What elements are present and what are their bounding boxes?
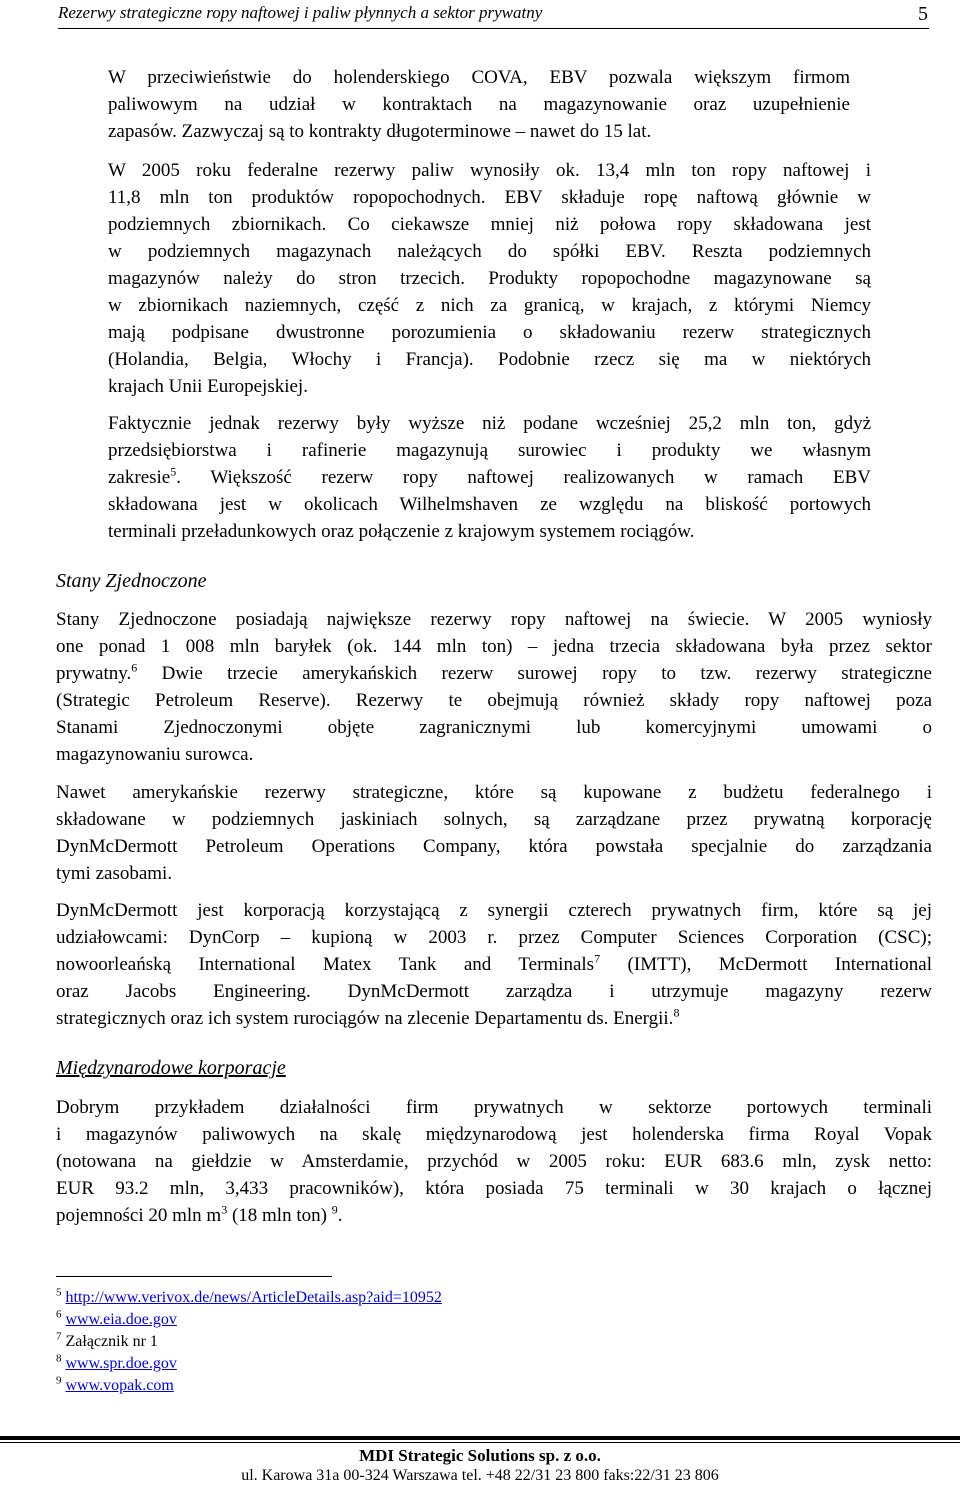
footer-divider-thin — [0, 1442, 960, 1443]
footnote-7: $^7$ Załącznik nr 1 — [56, 1330, 158, 1350]
paragraph-royal-vopak: Dobrym przykładem działalności firm prywatnych w sektorze portowych terminali i magazynów paliwowych na skalę międzynarodową jest holenderska firma Royal Vopak (notowana na giełdzie w Amsterdamie, przychód w 2005 roku: EUR 683.6 mln, zysk netto: EUR 93.2 mln, 3,433 pracowników), która posiada 75 terminali w 30 krajach o łącznej pojemności 20 mln $m^3$ (18 mln ton) $^9$. — [56, 1097, 932, 1226]
section-heading-international: Międzynarodowe korporacje — [56, 1057, 286, 1079]
footnote-ref: 6 — [131, 660, 138, 675]
footnote-ref: 9 — [331, 1202, 338, 1217]
section-heading-usa: Stany Zjednoczone — [56, 570, 207, 592]
footnote-link[interactable]: http://www.verivox.de/news/ArticleDetails.asp?aid=10952 — [65, 1289, 442, 1306]
paragraph-dynmcdermott: DynMcDermott jest korporacją korzystającą z synergii czterech prywatnych firm, które są jej udziałowcami: DynCorp – kupioną w 2003 r. przez Computer Sciences Corporation (CSC); nowoorleańską International Matex Tank and Terminals$^7$ (IMTT), McDermott International oraz Jacobs Engineering. DynMcDermott zarządza i utrzymuje magazyny rezerw strategicznych oraz ich system rurociągów na zlecenie Departamentu ds. Energii.$^8$ — [56, 900, 932, 1029]
footnote-9: $^9$ www.vopak.com — [56, 1374, 174, 1394]
paragraph-strategic-management: Nawet amerykańskie rezerwy strategiczne, które są kupowane z budżetu federalnego i składowane w podziemnych jaskiniach solnych, są zarządzane przez prywatną korporację DynMcDermott Petroleum Operations Company, która powstała specjalnie do zarządzania tymi zasobami. — [56, 782, 932, 884]
header-divider — [58, 28, 929, 29]
footnote-6: $^6$ www.eia.doe.gov — [56, 1308, 177, 1328]
footnote-divider — [56, 1276, 332, 1277]
footnote-link[interactable]: www.spr.doe.gov — [65, 1355, 177, 1372]
footnote-ref: 8 — [673, 1005, 680, 1020]
footer-divider-thick — [0, 1436, 960, 1440]
footnote-ref: 7 — [594, 951, 601, 966]
footer-address: ul. Karowa 31a 00-324 Warszawa tel. +48 22/31 23 800 faks:22/31 23 806 — [241, 1467, 719, 1484]
page-number: 5 — [918, 3, 928, 25]
footnote-link[interactable]: www.vopak.com — [65, 1377, 174, 1394]
footnote-link[interactable]: www.eia.doe.gov — [65, 1311, 177, 1328]
running-header-title: Rezerwy strategiczne ropy naftowej i paliw płynnych a sektor prywatny — [58, 3, 543, 22]
footer-company-name: MDI Strategic Solutions sp. z o.o. — [359, 1446, 601, 1465]
footnote-5: $^5$ http://www.verivox.de/news/ArticleDetails.asp?aid=10952 — [56, 1286, 442, 1306]
paragraph-federal-reserves: W 2005 roku federalne rezerwy paliw wynosiły ok. 13,4 mln ton ropy naftowej i 11,8 mln ton produktów ropopochodnych. EBV składuje ropę naftową głównie w podziemnych zbiornikach. Co ciekawsze mniej niż połowa ropy składowana jest w podziemnych magazynach należących do spółki EBV. Reszta podziemnych magazynów należy do stron trzecich. Produkty ropopochodne magazynowane są w zbiornikach naziemnych, część z nich za granicą, w krajach, z którymi Niemcy mają podpisane dwustronne porozumienia o składowaniu rezerw strategicznych (Holandia, Belgia, Włochy i Francja). Podobnie rzecz się ma w niektórych krajach Unii Europejskiej. — [108, 160, 871, 397]
paragraph-actual-reserves: Faktycznie jednak rezerwy były wyższe niż podane wcześniej 25,2 mln ton, gdyż przedsiębiorstwa i rafinerie magazynują surowiec i produkty we własnym zakresie$^5$. Większość rezerw ropy naftowej realizowanych w ramach EBV składowana jest w okolicach Wilhelmshaven ze względu na bliskość portowych terminali przeładunkowych oraz połączenie z krajowym systemem rociągów. — [108, 413, 871, 542]
footnote-ref: 5 — [170, 464, 177, 479]
footnote-8: $^8$ www.spr.doe.gov — [56, 1352, 177, 1372]
paragraph-ebv-contracts: W przeciwieństwie do holenderskiego COVA, EBV pozwala większym firmom paliwowym na udział w kontraktach na magazynowanie oraz uzupełnienie zapasów. Zazwyczaj są to kontrakty długoterminowe – nawet do 15 lat. — [108, 67, 850, 142]
paragraph-usa-reserves: Stany Zjednoczone posiadają największe rezerwy ropy naftowej na świecie. W 2005 wyniosły one ponad 1 008 mln baryłek (ok. 144 mln ton) – jedna trzecia składowana była przez sektor prywatny.$^6$ Dwie trzecie amerykańskich rezerw surowej ropy to tzw. rezerwy strategiczne (Strategic Petroleum Reserve). Rezerwy te obejmują również składy ropy naftowej poza Stanami Zjednoczonymi objęte zagranicznymi lub komercyjnymi umowami o magazynowaniu surowca. — [56, 609, 932, 765]
